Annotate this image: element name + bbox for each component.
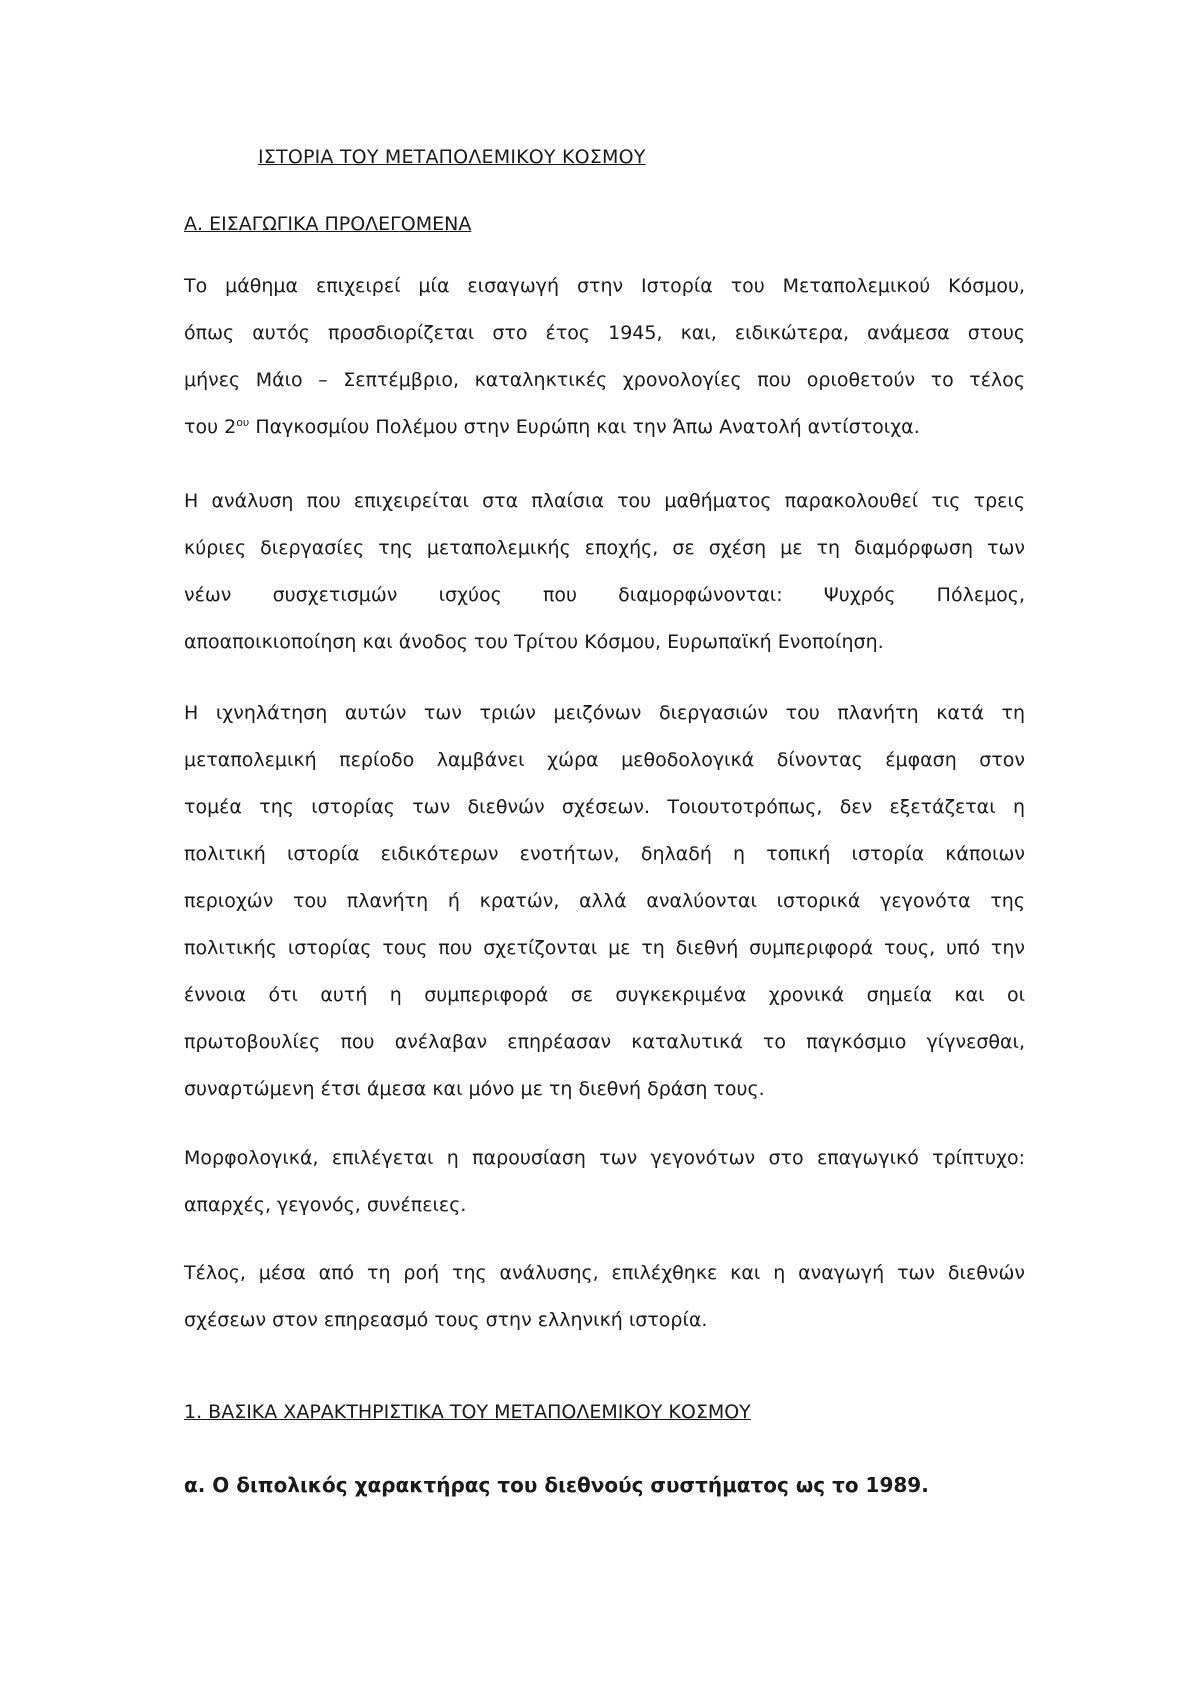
paragraph-line: νέων συσχετισμών ισχύος που διαμορφώνονται: Ψυχρός Πόλεμος, <box>184 584 1025 606</box>
paragraph-line: σχέσεων στον επηρεασμό τους στην ελληνική ιστορία. <box>184 1309 708 1331</box>
paragraph-line: τομέα της ιστορίας των διεθνών σχέσεων. Τοιουτοτρόπως, δεν εξετάζεται η <box>184 796 1025 818</box>
paragraph-2 <box>184 478 1025 666</box>
paragraph-4 <box>184 1135 1025 1229</box>
paragraph-line <box>184 404 1025 451</box>
paragraph-line: απαρχές, γεγονός, συνέπειες. <box>184 1194 467 1216</box>
ordinal-superscript: ου <box>236 416 250 429</box>
paragraph-line: Η ανάλυση που επιχειρείται στα πλαίσια του μαθήματος παρακολουθεί τις τρεις <box>184 490 1025 512</box>
paragraph-line: μήνες Μάιο – Σεπτέμβριο, καταληκτικές χρονολογίες που οριοθετούν το τέλος <box>184 369 1025 391</box>
paragraph-line: πολιτική ιστορία ειδικότερων ενοτήτων, δηλαδή η τοπική ιστορία κάποιων <box>184 843 1025 865</box>
paragraph-line: αποαποικιοποίηση και άνοδος του Τρίτου Κόσμου, Ευρωπαϊκή Ενοποίηση. <box>184 631 884 653</box>
paragraph-line: Το μάθημα επιχειρεί μία εισαγωγή στην Ιστορία του Μεταπολεμικού Κόσμου, <box>184 275 1025 297</box>
line-text: Παγκοσμίου Πολέμου στην Ευρώπη και την Άπω Ανατολή αντίστοιχα. <box>249 416 920 438</box>
paragraph-5 <box>184 1250 1025 1344</box>
paragraph-1 <box>184 263 1025 451</box>
line-text: του 2 <box>184 416 237 438</box>
paragraph-line: πρωτοβουλίες που ανέλαβαν επηρέασαν καταλυτικά το παγκόσμιο γίγνεσθαι, <box>184 1031 1025 1053</box>
paragraph-line: έννοια ότι αυτή η συμπεριφορά σε συγκεκριμένα χρονικά σημεία και οι <box>184 984 1025 1006</box>
paragraph-line: Η ιχνηλάτηση αυτών των τριών μειζόνων διεργασιών του πλανήτη κατά τη <box>184 702 1025 724</box>
subsection-a-heading: α. Ο διπολικός χαρακτήρας του διεθνούς συστήματος ως το 1989. <box>184 1473 929 1497</box>
document-title: ΙΣΤΟΡΙΑ ΤΟΥ ΜΕΤΑΠΟΛΕΜΙΚΟΥ ΚΟΣΜΟΥ <box>258 146 646 168</box>
paragraph-line: περιοχών του πλανήτη ή κρατών, αλλά αναλύονται ιστορικά γεγονότα της <box>184 890 1025 912</box>
section-1-heading: 1. ΒΑΣΙΚΑ ΧΑΡΑΚΤΗΡΙΣΤΙΚΑ ΤΟΥ ΜΕΤΑΠΟΛΕΜΙΚΟΥ ΚΟΣΜΟΥ <box>184 1401 751 1423</box>
paragraph-line: Τέλος, μέσα από τη ροή της ανάλυσης, επιλέχθηκε και η αναγωγή των διεθνών <box>184 1262 1025 1284</box>
paragraph-line: πολιτικής ιστορίας τους που σχετίζονται με τη διεθνή συμπεριφορά τους, υπό την <box>184 937 1025 959</box>
paragraph-line: συναρτώμενη έτσι άμεσα και μόνο με τη διεθνή δράση τους. <box>184 1078 765 1100</box>
section-a-heading: Α. ΕΙΣΑΓΩΓΙΚΑ ΠΡΟΛΕΓΟΜΕΝΑ <box>184 213 472 235</box>
paragraph-3 <box>184 690 1025 1113</box>
paragraph-line: κύριες διεργασίες της μεταπολεμικής εποχής, σε σχέση με τη διαμόρφωση των <box>184 537 1025 559</box>
paragraph-line: όπως αυτός προσδιορίζεται στο έτος 1945, και, ειδικώτερα, ανάμεσα στους <box>184 322 1025 344</box>
paragraph-line: Μορφολογικά, επιλέγεται η παρουσίαση των γεγονότων στο επαγωγικό τρίπτυχο: <box>184 1147 1025 1169</box>
paragraph-line: μεταπολεμική περίοδο λαμβάνει χώρα μεθοδολογικά δίνοντας έμφαση στον <box>184 749 1025 771</box>
